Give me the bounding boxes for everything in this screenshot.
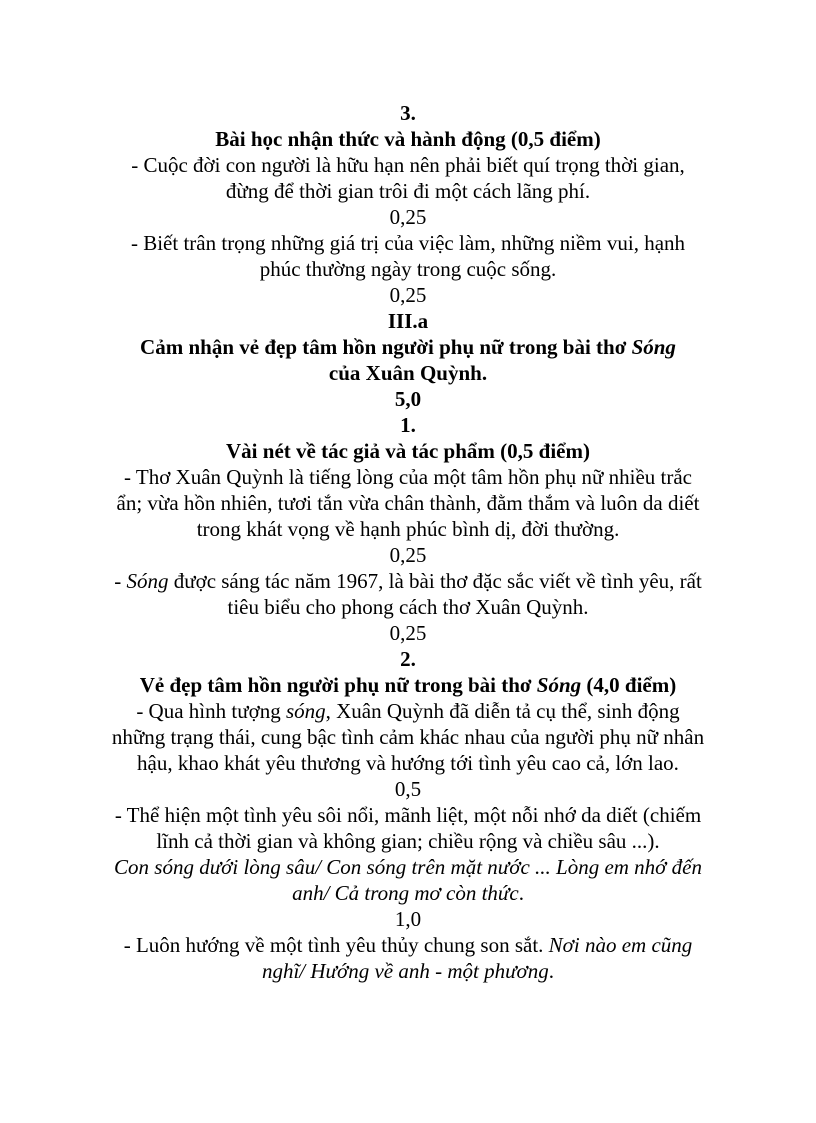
section-2-heading-text: Vẻ đẹp tâm hồn người phụ nữ trong bài thơ	[139, 673, 537, 697]
section-2-item-3-end: .	[548, 959, 555, 983]
section-2-heading	[110, 672, 706, 698]
part-3a-title	[110, 334, 706, 386]
section-2-item-3-text: - Luôn hướng về một tình yêu thủy chung son sắt.	[123, 933, 549, 957]
section-2-item-2	[110, 802, 706, 906]
section-1-item-2-prefix: -	[114, 569, 127, 593]
section-2-item-2-text: - Thể hiện một tình yêu sôi nổi, mãnh liệt, một nỗi nhớ da diết (chiếm lĩnh cả thời gian và không gian; chiều rộng và chiều sâu ...).	[114, 803, 702, 853]
section-1-item-1-score: 0,25	[389, 543, 427, 567]
section-1-item-2	[110, 568, 706, 620]
section-2-item-1-prefix: - Qua hình tượng	[136, 699, 286, 723]
section-2-heading-poem: Sóng	[536, 673, 582, 697]
section-2-item-2-score: 1,0	[394, 907, 422, 931]
section-3-item-2: - Biết trân trọng những giá trị của việc làm, những niềm vui, hạnh phúc thường ngày trong cuộc sống.	[130, 231, 686, 281]
section-1-item-2-text: được sáng tác năm 1967, là bài thơ đặc sắc viết về tình yêu, rất tiêu biểu cho phong cách thơ Xuân Quỳnh.	[168, 569, 702, 619]
part-3a-title-text: Cảm nhận vẻ đẹp tâm hồn người phụ nữ trong bài thơ	[140, 335, 632, 359]
section-2-item-1-score: 0,5	[394, 777, 422, 801]
section-3-item-1-score: 0,25	[389, 205, 427, 229]
part-3a-label: III.a	[387, 309, 429, 333]
section-2-heading-score: (4,0 điểm)	[581, 673, 677, 697]
section-3-item-2-score: 0,25	[389, 283, 427, 307]
section-1-heading: Vài nét về tác giả và tác phẩm (0,5 điểm)	[226, 439, 590, 463]
section-2-item-3-quote: Nơi nào em cũng nghĩ/ Hướng về anh - một phương	[261, 933, 693, 983]
section-2-number: 2.	[400, 647, 416, 671]
section-3-number: 3.	[400, 101, 416, 125]
section-2-item-2-quote: Con sóng dưới lòng sâu/ Con sóng trên mặt nước ... Lòng em nhớ đến anh/ Cả trong mơ còn thức	[114, 855, 702, 905]
section-1-number: 1.	[400, 413, 416, 437]
part-3a-title-poem: Sóng	[631, 335, 676, 359]
section-2-item-1-text: , Xuân Quỳnh đã diễn tả cụ thể, sinh động những trạng thái, cung bậc tình cảm khác nhau của người phụ nữ nhân hậu, khao khát yêu thương và hướng tới tình yêu cao cả, lớn lao.	[111, 699, 705, 775]
section-1-item-2-poem: Sóng	[126, 569, 169, 593]
section-3-item-1: - Cuộc đời con người là hữu hạn nên phải biết quí trọng thời gian, đừng để thời gian trôi đi một cách lãng phí.	[131, 153, 685, 203]
section-1-item-1: - Thơ Xuân Quỳnh là tiếng lòng của một tâm hồn phụ nữ nhiều trắc ẩn; vừa hồn nhiên, tươi tắn vừa chân thành, đằm thắm và luôn da diết trong khát vọng về hạnh phúc bình dị, đời thường.	[116, 465, 700, 541]
section-3-heading: Bài học nhận thức và hành động (0,5 điểm)	[215, 127, 601, 151]
part-3a-total-score: 5,0	[394, 387, 422, 411]
section-1-item-2-score: 0,25	[389, 621, 427, 645]
section-2-item-2-end: .	[518, 881, 524, 905]
section-2-item-3	[110, 932, 706, 984]
part-3a-title-author: của Xuân Quỳnh.	[328, 361, 488, 385]
document-page	[110, 100, 706, 984]
section-2-item-1-word: sóng	[285, 699, 326, 723]
section-2-item-1	[110, 698, 706, 776]
